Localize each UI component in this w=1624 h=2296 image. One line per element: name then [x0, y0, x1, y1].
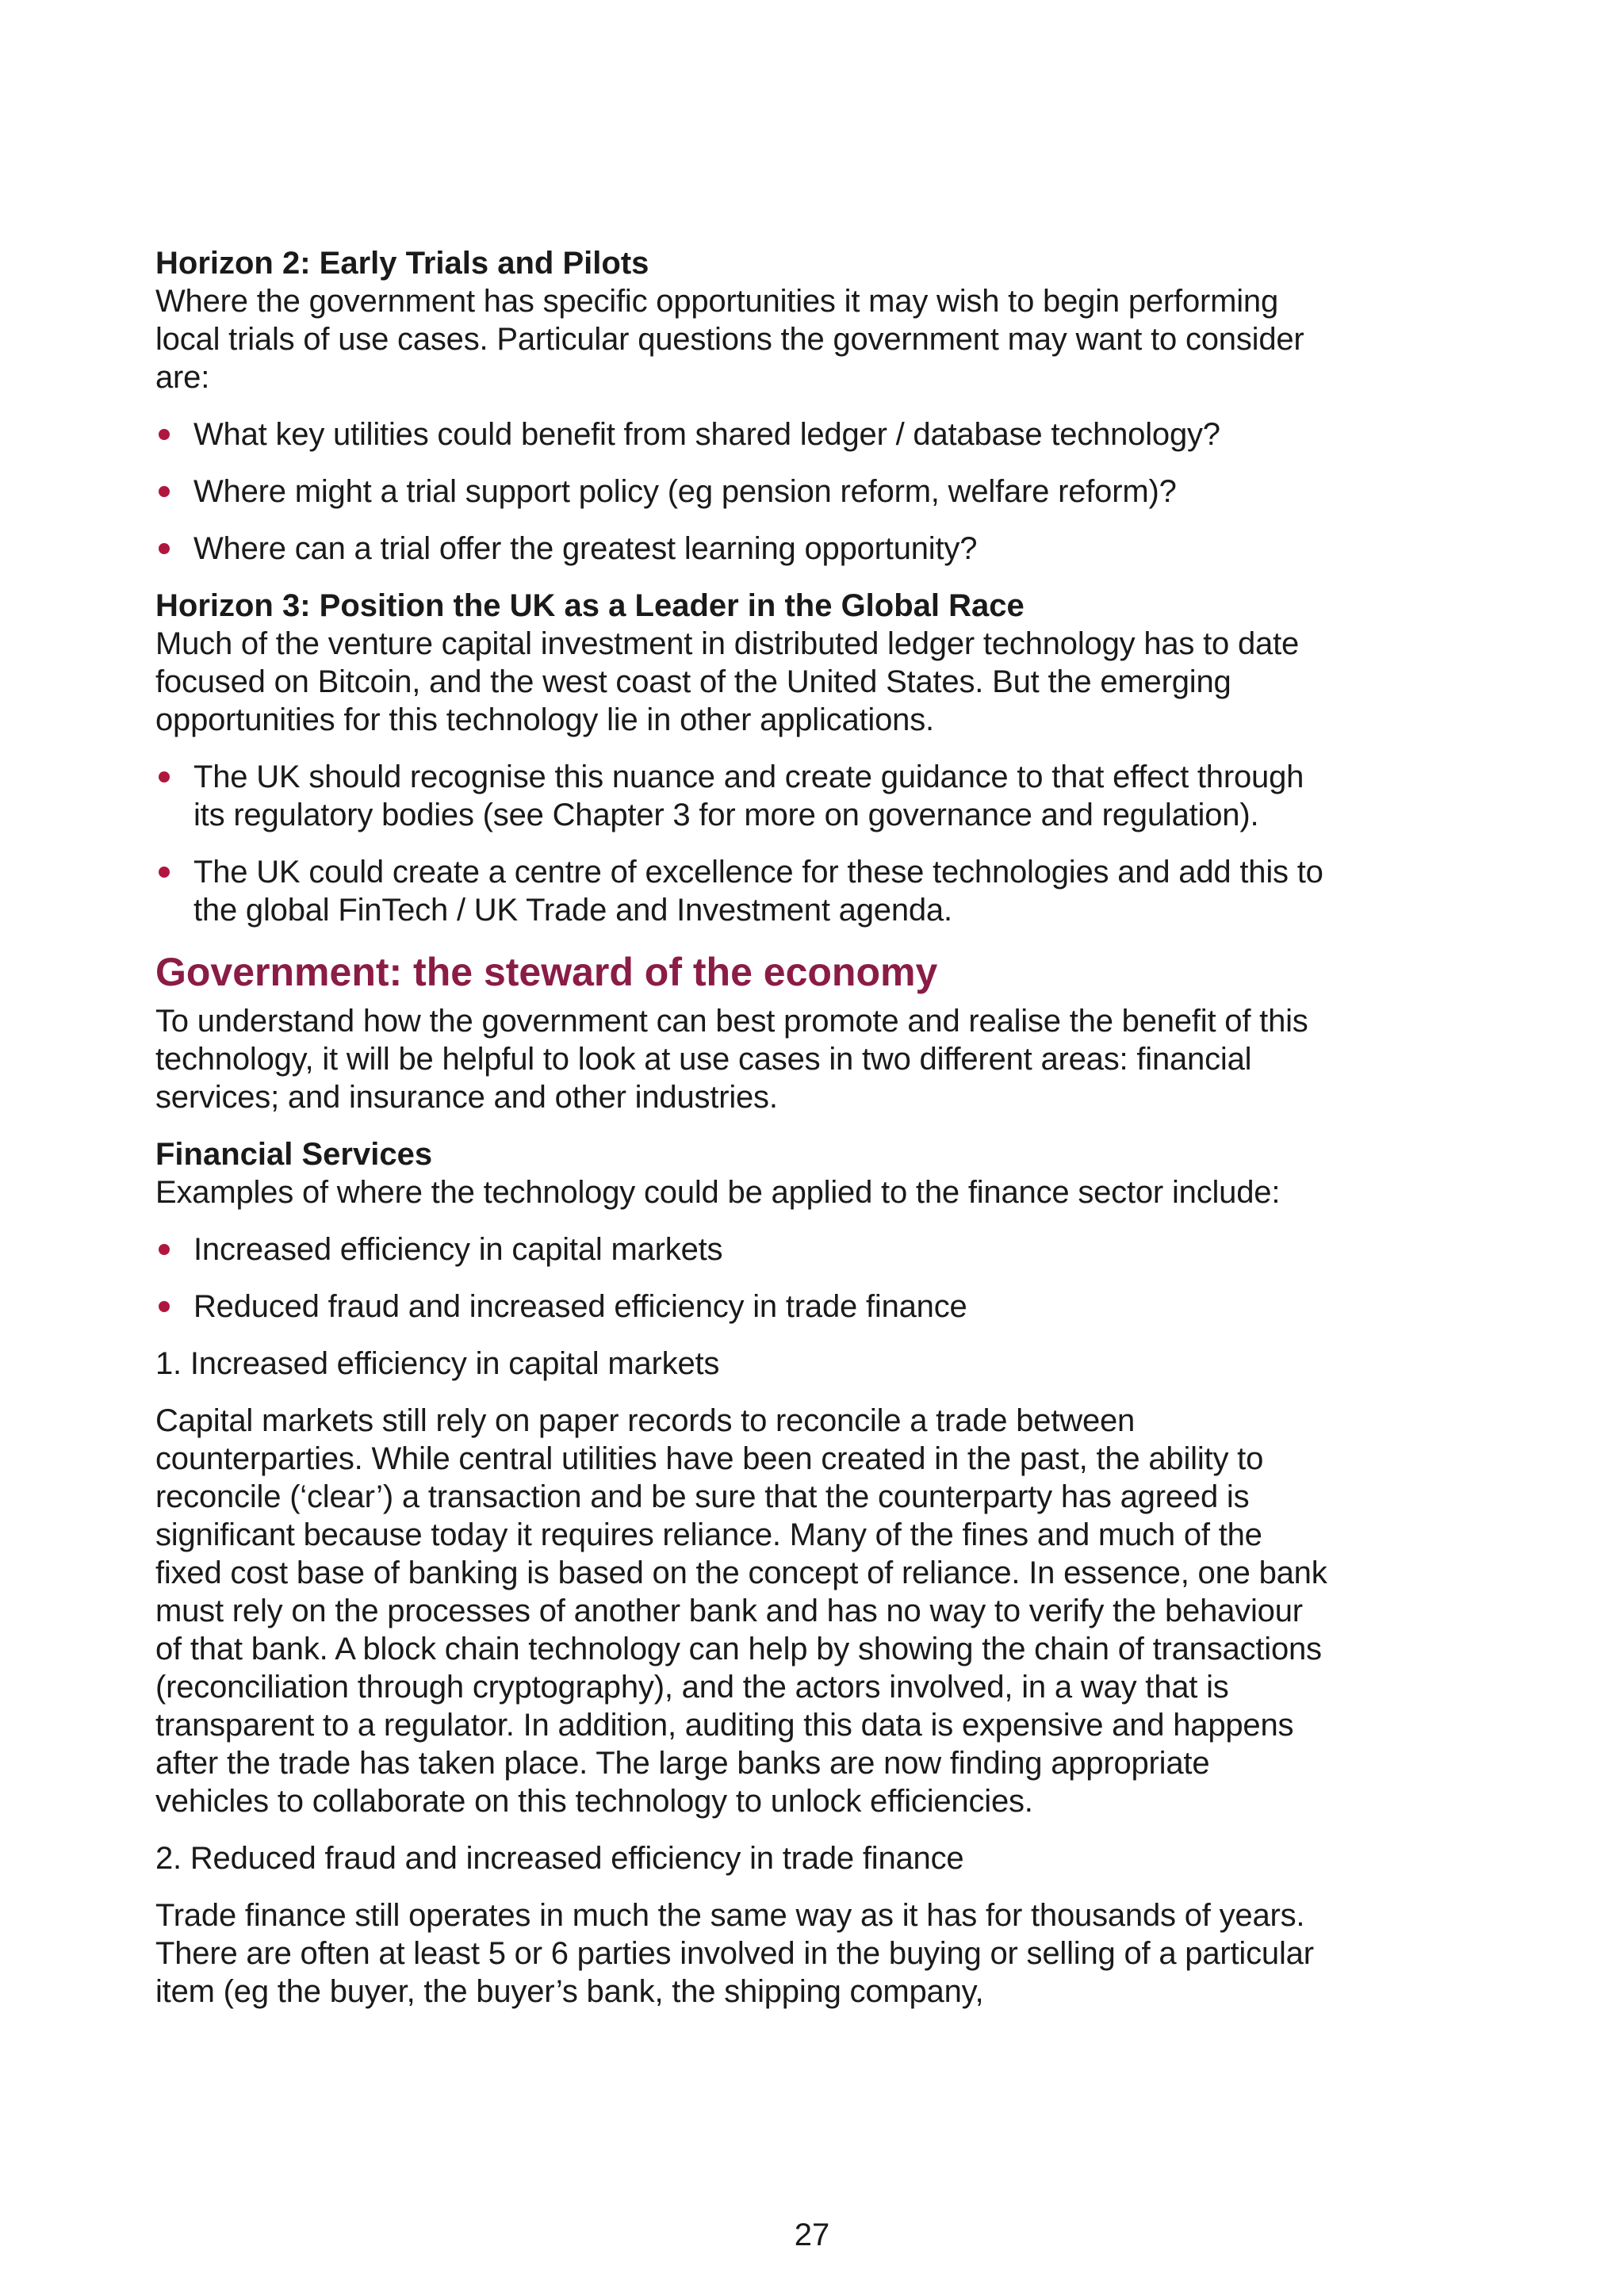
- financial-services-heading: Financial Services: [155, 1137, 433, 1172]
- numbered-item-1-label: 1. Increased efficiency in capital markets: [155, 1346, 720, 1381]
- horizon3-heading: Horizon 3: Position the UK as a Leader in the Global Race: [155, 588, 1025, 623]
- horizon3-intro: Much of the venture capital investment in distributed ledger technology has to date focused on Bitcoin, and the west coast of the United States. But the emerging opportunities for this technology lie in other applications.: [155, 626, 1300, 737]
- list-item: The UK should recognise this nuance and create guidance to that effect through its regulatory bodies (see Chapter 3 for more on governance and regulation).: [155, 758, 1329, 834]
- list-item: Reduced fraud and increased efficiency in trade finance: [155, 1288, 1329, 1326]
- bullet-icon: [159, 429, 170, 440]
- steward-intro: To understand how the government can best promote and realise the benefit of this technology, it will be helpful to look at use cases in two different areas: financial services; and insurance and other industries.: [155, 1004, 1308, 1115]
- bullet-icon: [159, 543, 170, 554]
- numbered-item-1-text: Capital markets still rely on paper records to reconcile a trade between counterparties. While central utilities have been created in the past, the ability to reconcile (‘clear’) a transaction and be sure that the counterparty has agreed is significant because today it requires reliance. Many of the fines and much of the fixed cost base of banking is based on the concept of reliance. In essence, one bank must rely on the processes of another bank and has no way to verify the behaviour of that bank. A block chain technology can help by showing the chain of transactions (reconciliation through cryptography), and the actors involved, in a way that is transparent to a regulator. In addition, auditing this data is expensive and happens after the trade has taken place. The large banks are now finding appropriate vehicles to collaborate on this technology to unlock efficiencies.: [155, 1403, 1327, 1819]
- horizon3-bullet-list: [155, 758, 1329, 929]
- numbered-item-2-label: 2. Reduced fraud and increased efficiency in trade finance: [155, 1841, 964, 1876]
- horizon2-intro: Where the government has specific opportunities it may wish to begin performing local trials of use cases. Particular questions the government may want to consider are:: [155, 284, 1304, 395]
- page-content: [155, 244, 1329, 2011]
- bullet-icon: [159, 1301, 170, 1312]
- list-item: Increased efficiency in capital markets: [155, 1230, 1329, 1269]
- horizon2-bullet-list: [155, 415, 1329, 568]
- list-item: What key utilities could benefit from shared ledger / database technology?: [155, 415, 1329, 453]
- list-item: The UK could create a centre of excellence for these technologies and add this to the global FinTech / UK Trade and Investment agenda.: [155, 853, 1329, 929]
- page-number: 27: [794, 2218, 830, 2252]
- horizon2-heading: Horizon 2: Early Trials and Pilots: [155, 246, 649, 281]
- bullet-icon: [159, 867, 170, 878]
- financial-bullet-list: [155, 1230, 1329, 1326]
- section-title: Government: the steward of the economy: [155, 950, 938, 994]
- list-item: Where can a trial offer the greatest learning opportunity?: [155, 530, 1329, 568]
- list-item: Where might a trial support policy (eg pension reform, welfare reform)?: [155, 473, 1329, 511]
- bullet-icon: [159, 771, 170, 783]
- numbered-item-2-text: Trade finance still operates in much the same way as it has for thousands of years. There are often at least 5 or 6 parties involved in the buying or selling of a particular item (eg the buyer, the buyer’s bank, the shipping company,: [155, 1898, 1314, 2009]
- financial-services-intro: Examples of where the technology could be applied to the finance sector include:: [155, 1175, 1281, 1210]
- bullet-icon: [159, 486, 170, 497]
- bullet-icon: [159, 1244, 170, 1255]
